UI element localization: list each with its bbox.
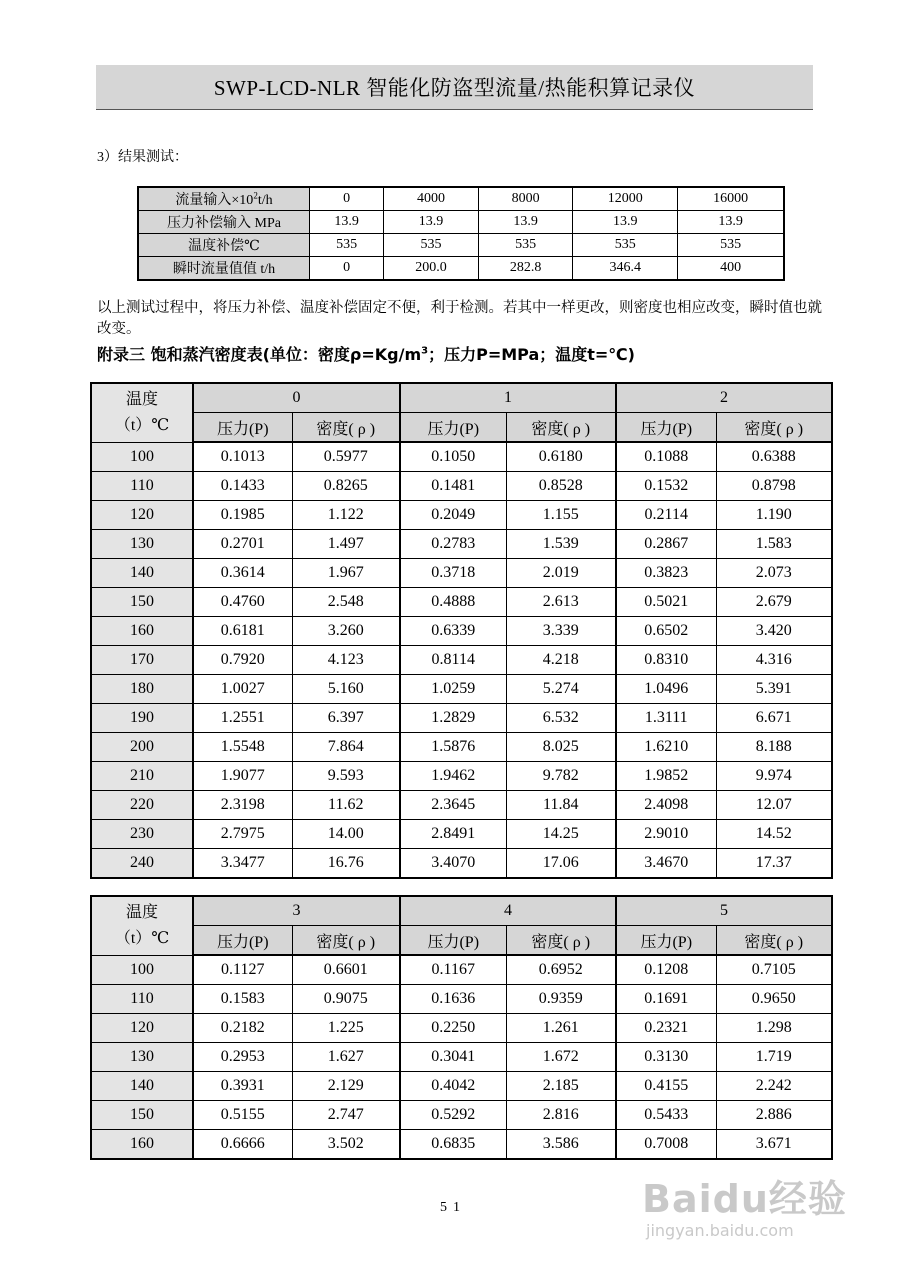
- density-cell: 6.532: [506, 704, 616, 733]
- temperature-cell: 120: [91, 501, 193, 530]
- density-cell: 1.672: [506, 1043, 616, 1072]
- density-cell: 1.719: [716, 1043, 832, 1072]
- density-cell: 2.679: [716, 588, 832, 617]
- pressure-cell: 0.1691: [616, 985, 716, 1014]
- pressure-cell: 0.3823: [616, 559, 716, 588]
- test-cell: 13.9: [678, 211, 784, 234]
- temperature-cell: 150: [91, 588, 193, 617]
- pressure-cell: 2.4098: [616, 791, 716, 820]
- temperature-cell: 190: [91, 704, 193, 733]
- density-header: 密度( ρ ): [506, 413, 616, 443]
- density-cell: 5.391: [716, 675, 832, 704]
- table-row: [91, 1130, 832, 1160]
- group-header: 0: [193, 383, 400, 413]
- density-cell: 8.188: [716, 733, 832, 762]
- appendix-title: 附录三 饱和蒸汽密度表(单位：密度$\rho=Kg/m^3$；压力P=MPa；温度t=℃): [97, 345, 635, 364]
- test-cell: 12000: [573, 187, 678, 211]
- density-cell: 1.155: [506, 501, 616, 530]
- pressure-cell: 0.1532: [616, 472, 716, 501]
- density-cell: 16.76: [292, 849, 400, 879]
- temperature-cell: 140: [91, 559, 193, 588]
- density-cell: 2.886: [716, 1101, 832, 1130]
- density-cell: 2.548: [292, 588, 400, 617]
- pressure-cell: 0.4155: [616, 1072, 716, 1101]
- test-row-label: 瞬时流量值值 t/h: [138, 257, 310, 281]
- density-cell: 11.84: [506, 791, 616, 820]
- pressure-cell: 0.4760: [193, 588, 292, 617]
- table-row: [91, 762, 832, 791]
- pressure-cell: 0.8114: [400, 646, 506, 675]
- density-cell: 5.274: [506, 675, 616, 704]
- pressure-cell: 0.7008: [616, 1130, 716, 1160]
- table-row: [91, 1043, 832, 1072]
- table-row: [91, 955, 832, 985]
- table-row: [91, 1014, 832, 1043]
- temperature-cell: 180: [91, 675, 193, 704]
- density-cell: 0.8265: [292, 472, 400, 501]
- test-cell: 13.9: [478, 211, 573, 234]
- density-header: 密度( ρ ): [292, 926, 400, 956]
- density-cell: 17.06: [506, 849, 616, 879]
- temperature-cell: 110: [91, 985, 193, 1014]
- temperature-cell: 240: [91, 849, 193, 879]
- test-row: [138, 234, 784, 257]
- pressure-cell: 2.3198: [193, 791, 292, 820]
- density-cell: 8.025: [506, 733, 616, 762]
- pressure-header: 压力(P): [193, 926, 292, 956]
- density-cell: 2.019: [506, 559, 616, 588]
- pressure-cell: 1.6210: [616, 733, 716, 762]
- temperature-cell: 140: [91, 1072, 193, 1101]
- test-cell: 282.8: [478, 257, 573, 281]
- density-cell: 2.185: [506, 1072, 616, 1101]
- temperature-cell: 160: [91, 617, 193, 646]
- steam-density-table-2: [90, 895, 833, 1160]
- pressure-cell: 2.8491: [400, 820, 506, 849]
- pressure-cell: 0.3614: [193, 559, 292, 588]
- test-cell: 346.4: [573, 257, 678, 281]
- pressure-cell: 0.4042: [400, 1072, 506, 1101]
- pressure-cell: 0.3931: [193, 1072, 292, 1101]
- density-cell: 0.6601: [292, 955, 400, 985]
- table-row: [91, 646, 832, 675]
- density-cell: 1.122: [292, 501, 400, 530]
- pressure-cell: 1.3111: [616, 704, 716, 733]
- density-header: 密度( ρ ): [292, 413, 400, 443]
- pressure-cell: 0.5292: [400, 1101, 506, 1130]
- table-row: [91, 704, 832, 733]
- pressure-header: 压力(P): [400, 413, 506, 443]
- pressure-cell: 2.3645: [400, 791, 506, 820]
- density-cell: 0.9359: [506, 985, 616, 1014]
- group-header: 1: [400, 383, 616, 413]
- header-title: SWP-LCD-NLR 智能化防盗型流量/热能积算记录仪: [213, 76, 696, 100]
- table-header-row: [91, 383, 832, 413]
- baidu-watermark: [642, 1168, 862, 1248]
- watermark-logo: Baidu经验: [642, 1177, 847, 1221]
- pressure-cell: 1.2829: [400, 704, 506, 733]
- density-cell: 1.190: [716, 501, 832, 530]
- table-row: [91, 501, 832, 530]
- pressure-cell: 0.5433: [616, 1101, 716, 1130]
- density-cell: 2.747: [292, 1101, 400, 1130]
- pressure-cell: 0.6835: [400, 1130, 506, 1160]
- pressure-cell: 0.2049: [400, 501, 506, 530]
- pressure-cell: 0.1088: [616, 442, 716, 472]
- page-number: 51: [440, 1200, 466, 1215]
- test-cell: 8000: [478, 187, 573, 211]
- density-cell: 2.073: [716, 559, 832, 588]
- pressure-cell: 1.5548: [193, 733, 292, 762]
- density-cell: 0.6952: [506, 955, 616, 985]
- test-cell: 535: [573, 234, 678, 257]
- test-cell: 535: [678, 234, 784, 257]
- pressure-cell: 0.1050: [400, 442, 506, 472]
- density-cell: 1.967: [292, 559, 400, 588]
- pressure-cell: 0.3718: [400, 559, 506, 588]
- density-cell: 1.627: [292, 1043, 400, 1072]
- density-cell: 1.225: [292, 1014, 400, 1043]
- density-cell: 1.261: [506, 1014, 616, 1043]
- temperature-header: 温度 （t）℃: [91, 383, 193, 442]
- pressure-cell: 0.7920: [193, 646, 292, 675]
- density-cell: 0.9075: [292, 985, 400, 1014]
- density-cell: 9.974: [716, 762, 832, 791]
- temperature-cell: 220: [91, 791, 193, 820]
- density-cell: 0.6388: [716, 442, 832, 472]
- density-header: 密度( ρ ): [506, 926, 616, 956]
- table-row: [91, 1101, 832, 1130]
- pressure-cell: 0.5155: [193, 1101, 292, 1130]
- density-cell: 14.25: [506, 820, 616, 849]
- pressure-cell: 1.9077: [193, 762, 292, 791]
- density-cell: 0.8798: [716, 472, 832, 501]
- pressure-cell: 0.1583: [193, 985, 292, 1014]
- density-cell: 0.7105: [716, 955, 832, 985]
- density-cell: 3.586: [506, 1130, 616, 1160]
- density-cell: 2.242: [716, 1072, 832, 1101]
- test-cell: 0: [310, 187, 384, 211]
- pressure-cell: 0.6181: [193, 617, 292, 646]
- temperature-cell: 170: [91, 646, 193, 675]
- table-row: [91, 791, 832, 820]
- pressure-cell: 0.5021: [616, 588, 716, 617]
- density-cell: 14.00: [292, 820, 400, 849]
- pressure-cell: 3.4670: [616, 849, 716, 879]
- density-cell: 12.07: [716, 791, 832, 820]
- test-cell: 16000: [678, 187, 784, 211]
- pressure-cell: 1.9462: [400, 762, 506, 791]
- pressure-cell: 0.2114: [616, 501, 716, 530]
- table-row: [91, 472, 832, 501]
- pressure-cell: 0.6502: [616, 617, 716, 646]
- table-row: [91, 530, 832, 559]
- pressure-cell: 0.1208: [616, 955, 716, 985]
- density-cell: 3.420: [716, 617, 832, 646]
- group-header: 2: [616, 383, 832, 413]
- pressure-cell: 0.1127: [193, 955, 292, 985]
- density-cell: 3.260: [292, 617, 400, 646]
- pressure-cell: 1.9852: [616, 762, 716, 791]
- temperature-cell: 100: [91, 955, 193, 985]
- temperature-cell: 100: [91, 442, 193, 472]
- pressure-header: 压力(P): [616, 926, 716, 956]
- temperature-cell: 150: [91, 1101, 193, 1130]
- density-cell: 0.8528: [506, 472, 616, 501]
- pressure-cell: 0.2867: [616, 530, 716, 559]
- density-cell: 0.6180: [506, 442, 616, 472]
- pressure-cell: 0.2783: [400, 530, 506, 559]
- density-cell: 9.782: [506, 762, 616, 791]
- pressure-cell: 0.3041: [400, 1043, 506, 1072]
- pressure-cell: 1.0496: [616, 675, 716, 704]
- density-cell: 2.613: [506, 588, 616, 617]
- pressure-cell: 0.1985: [193, 501, 292, 530]
- test-cell: 400: [678, 257, 784, 281]
- density-cell: 3.339: [506, 617, 616, 646]
- test-cell: 535: [384, 234, 479, 257]
- table-row: [91, 617, 832, 646]
- pressure-cell: 3.3477: [193, 849, 292, 879]
- group-header: 3: [193, 896, 400, 926]
- pressure-cell: 2.9010: [616, 820, 716, 849]
- density-cell: 1.583: [716, 530, 832, 559]
- test-row-label: 压力补偿输入 MPa: [138, 211, 310, 234]
- temperature-cell: 130: [91, 530, 193, 559]
- pressure-cell: 1.0027: [193, 675, 292, 704]
- density-cell: 1.298: [716, 1014, 832, 1043]
- temperature-cell: 120: [91, 1014, 193, 1043]
- pressure-cell: 0.1636: [400, 985, 506, 1014]
- pressure-cell: 1.2551: [193, 704, 292, 733]
- table-header-row: [91, 896, 832, 926]
- pressure-cell: 0.6339: [400, 617, 506, 646]
- temperature-cell: 110: [91, 472, 193, 501]
- density-cell: 14.52: [716, 820, 832, 849]
- table-row: [91, 442, 832, 472]
- temperature-cell: 230: [91, 820, 193, 849]
- density-cell: 0.5977: [292, 442, 400, 472]
- pressure-cell: 0.6666: [193, 1130, 292, 1160]
- test-note: 以上测试过程中，将压力补偿、温度补偿固定不便，利于检测。若其中一样更改，则密度也相应改变，瞬时值也就改变。: [97, 300, 822, 337]
- group-header: 4: [400, 896, 616, 926]
- test-row-label: 温度补偿℃: [138, 234, 310, 257]
- pressure-cell: 0.2321: [616, 1014, 716, 1043]
- pressure-cell: 0.2182: [193, 1014, 292, 1043]
- section-label: 3）结果测试：: [97, 150, 188, 165]
- density-cell: 9.593: [292, 762, 400, 791]
- density-cell: 2.816: [506, 1101, 616, 1130]
- pressure-header: 压力(P): [616, 413, 716, 443]
- pressure-cell: 0.1433: [193, 472, 292, 501]
- test-row: [138, 257, 784, 281]
- density-cell: 4.218: [506, 646, 616, 675]
- pressure-cell: 0.2701: [193, 530, 292, 559]
- density-cell: 7.864: [292, 733, 400, 762]
- density-cell: 3.671: [716, 1130, 832, 1160]
- density-cell: 4.123: [292, 646, 400, 675]
- group-header: 5: [616, 896, 832, 926]
- table-row: [91, 733, 832, 762]
- pressure-cell: 0.3130: [616, 1043, 716, 1072]
- density-cell: 1.539: [506, 530, 616, 559]
- density-cell: 2.129: [292, 1072, 400, 1101]
- temperature-cell: 160: [91, 1130, 193, 1160]
- table-subheader-row: [91, 926, 832, 956]
- pressure-cell: 0.1013: [193, 442, 292, 472]
- pressure-cell: 0.8310: [616, 646, 716, 675]
- test-cell: 535: [310, 234, 384, 257]
- watermark-url: jingyan.baidu.com: [646, 1221, 794, 1240]
- test-cell: 535: [478, 234, 573, 257]
- steam-density-table-1: [90, 382, 833, 879]
- table-row: [91, 588, 832, 617]
- pressure-cell: 0.1481: [400, 472, 506, 501]
- test-result-table: [137, 186, 785, 281]
- density-header: 密度( ρ ): [716, 413, 832, 443]
- density-cell: 5.160: [292, 675, 400, 704]
- pressure-cell: 0.4888: [400, 588, 506, 617]
- pressure-cell: 0.2250: [400, 1014, 506, 1043]
- table-row: [91, 1072, 832, 1101]
- test-row-label: 流量输入$\times 10^2t/h$: [138, 187, 310, 211]
- table-row: [91, 559, 832, 588]
- test-cell: 13.9: [384, 211, 479, 234]
- table-subheader-row: [91, 413, 832, 443]
- pressure-cell: 3.4070: [400, 849, 506, 879]
- test-cell: 0: [310, 257, 384, 281]
- density-cell: 0.9650: [716, 985, 832, 1014]
- test-cell: 200.0: [384, 257, 479, 281]
- temperature-cell: 130: [91, 1043, 193, 1072]
- density-header: 密度( ρ ): [716, 926, 832, 956]
- table-row: [91, 820, 832, 849]
- density-cell: 6.397: [292, 704, 400, 733]
- pressure-header: 压力(P): [400, 926, 506, 956]
- density-cell: 17.37: [716, 849, 832, 879]
- temperature-cell: 200: [91, 733, 193, 762]
- density-cell: 1.497: [292, 530, 400, 559]
- density-cell: 11.62: [292, 791, 400, 820]
- table-row: [91, 985, 832, 1014]
- test-cell: 13.9: [573, 211, 678, 234]
- density-cell: 3.502: [292, 1130, 400, 1160]
- table-row: [91, 849, 832, 879]
- temperature-cell: 210: [91, 762, 193, 791]
- test-cell: 4000: [384, 187, 479, 211]
- pressure-cell: 1.0259: [400, 675, 506, 704]
- density-cell: 4.316: [716, 646, 832, 675]
- pressure-cell: 2.7975: [193, 820, 292, 849]
- density-cell: 6.671: [716, 704, 832, 733]
- pressure-header: 压力(P): [193, 413, 292, 443]
- pressure-cell: 0.1167: [400, 955, 506, 985]
- test-row: [138, 211, 784, 234]
- test-row: [138, 187, 784, 211]
- pressure-cell: 0.2953: [193, 1043, 292, 1072]
- temperature-header: 温度 （t）℃: [91, 896, 193, 955]
- pressure-cell: 1.5876: [400, 733, 506, 762]
- page-header: [96, 65, 813, 110]
- test-cell: 13.9: [310, 211, 384, 234]
- table-row: [91, 675, 832, 704]
